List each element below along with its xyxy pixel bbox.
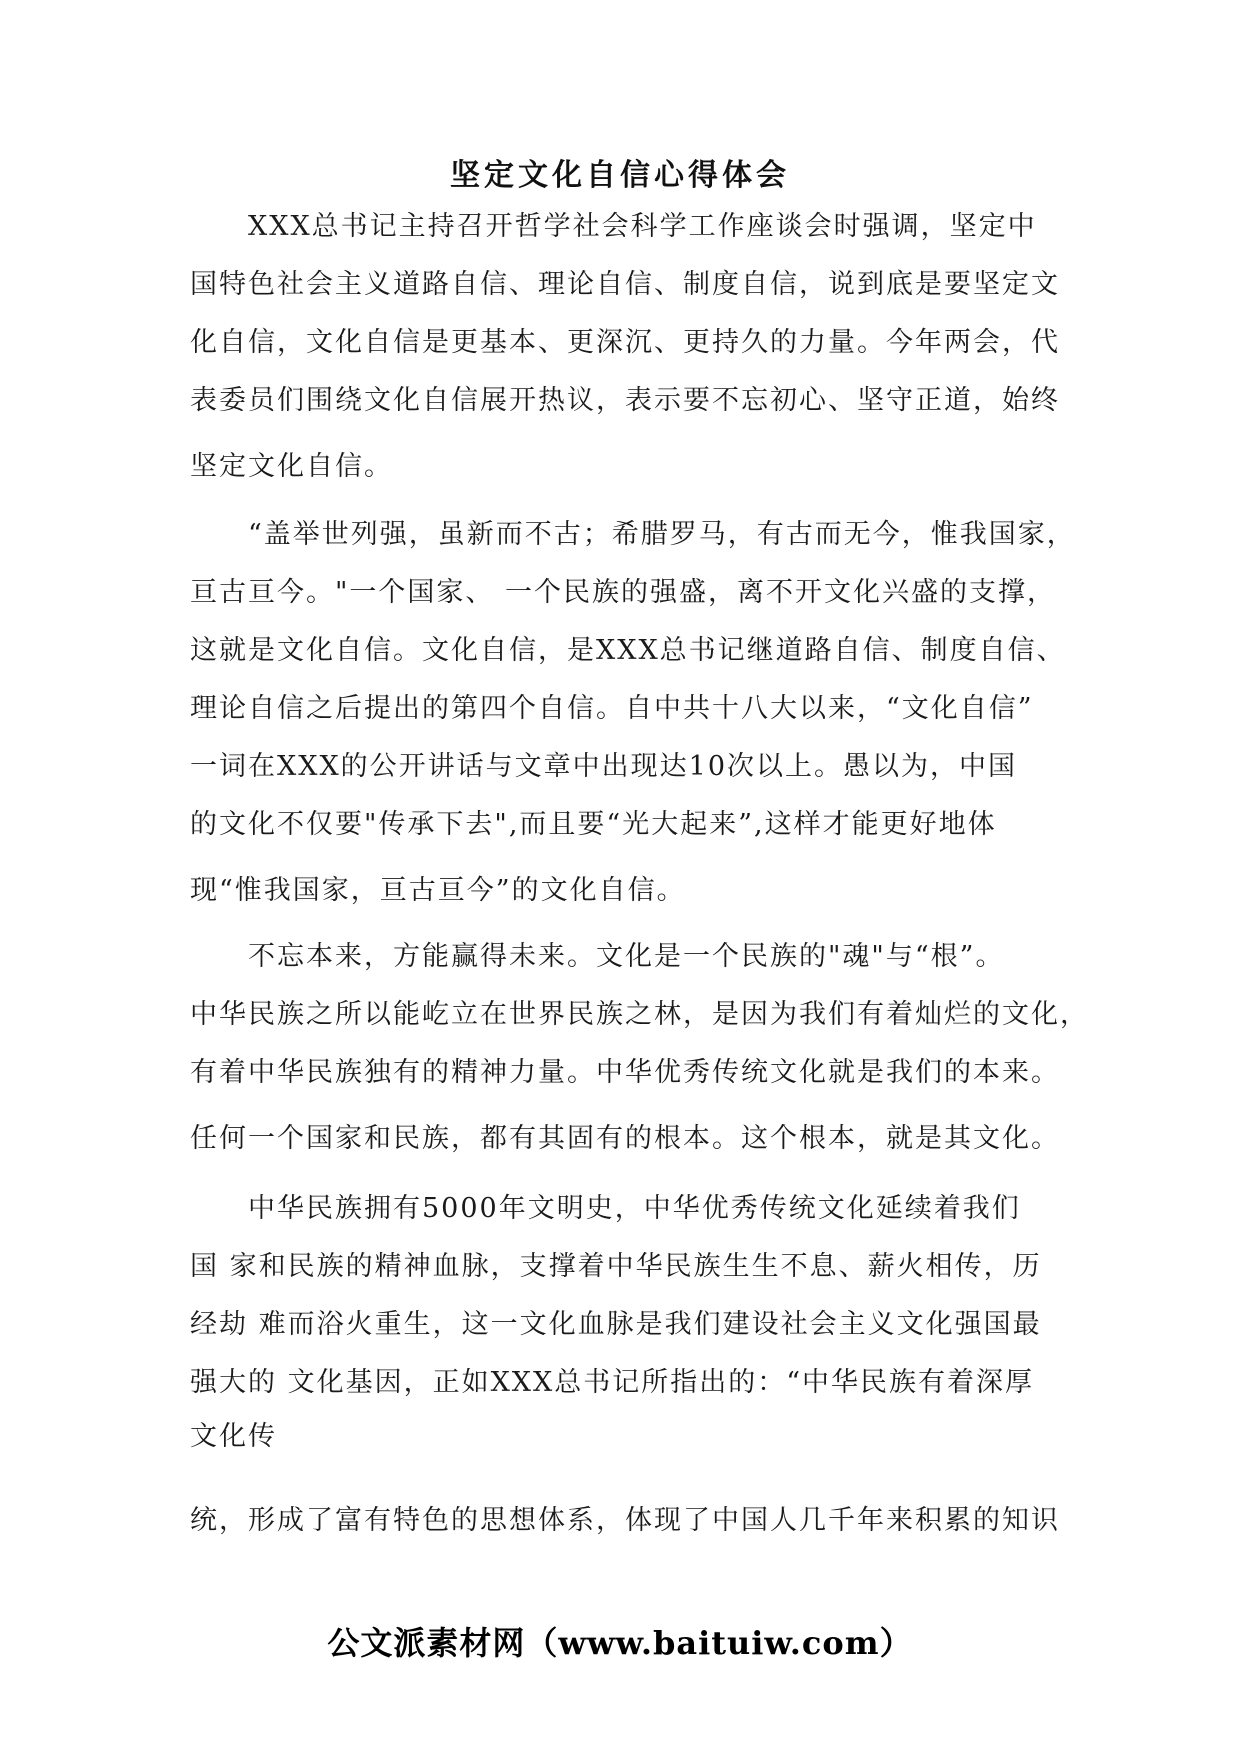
text-line: 化自信，文化自信是更基本、更深沉、更持久的力量。今年两会，代 xyxy=(190,327,1060,358)
text-line: 统，形成了富有特色的思想体系，体现了中国人几千年来积累的知识 xyxy=(190,1505,1060,1536)
text-line: 现“惟我国家，亘古亘今”的文化自信。 xyxy=(190,875,686,906)
text-line: 理论自信之后提出的第四个自信。自中共十八大以来，“文化自信” xyxy=(190,693,1034,724)
text-line: 文化传 xyxy=(190,1421,277,1452)
text-line: 表委员们围绕文化自信展开热议，表示要不忘初心、坚守正道，始终 xyxy=(190,385,1060,416)
footer-source: 公文派素材网（www.baituiw.com） xyxy=(327,1624,913,1662)
text-line: 中华民族拥有5000年文明史，中华优秀传统文化延续着我们 xyxy=(248,1193,1021,1224)
text-line: 有着中华民族独有的精神力量。中华优秀传统文化就是我们的本来。 xyxy=(190,1057,1060,1088)
document-title: 坚定文化自信心得体会 xyxy=(450,158,790,193)
text-line: 不忘本来，方能赢得未来。文化是一个民族的"魂"与“根”。 xyxy=(248,941,1005,972)
text-line: 这就是文化自信。文化自信，是XXX总书记继道路自信、制度自信、 xyxy=(190,635,1066,666)
text-line: XXX总书记主持召开哲学社会科学工作座谈会时强调，坚定中 xyxy=(248,211,1037,242)
text-line: 国 家和民族的精神血脉，支撑着中华民族生生不息、薪火相传，历 xyxy=(190,1251,1042,1282)
text-line: 亘古亘今。"一个国家、 一个民族的强盛，离不开文化兴盛的支撑， xyxy=(190,577,1057,608)
text-line: 一词在XXX的公开讲话与文章中出现达10次以上。愚以为，中国 xyxy=(190,751,1018,782)
text-line: “盖举世列强，虽新而不古；希腊罗马，有古而无今，惟我国家， xyxy=(248,519,1076,550)
text-line: 中华民族之所以能屹立在世界民族之林，是因为我们有着灿烂的文化， xyxy=(190,999,1089,1030)
text-line: 任何一个国家和民族，都有其固有的根本。这个根本，就是其文化。 xyxy=(190,1123,1060,1154)
text-line: 强大的 文化基因，正如XXX总书记所指出的：“中华民族有着深厚 xyxy=(190,1367,1035,1398)
text-line: 坚定文化自信。 xyxy=(190,451,393,482)
text-line: 国特色社会主义道路自信、理论自信、制度自信，说到底是要坚定文 xyxy=(190,269,1060,300)
text-line: 经劫 难而浴火重生，这一文化血脉是我们建设社会主义文化强国最 xyxy=(190,1309,1042,1340)
text-line: 的文化不仅要"传承下去",而且要“光大起来”,这样才能更好地体 xyxy=(190,809,997,840)
